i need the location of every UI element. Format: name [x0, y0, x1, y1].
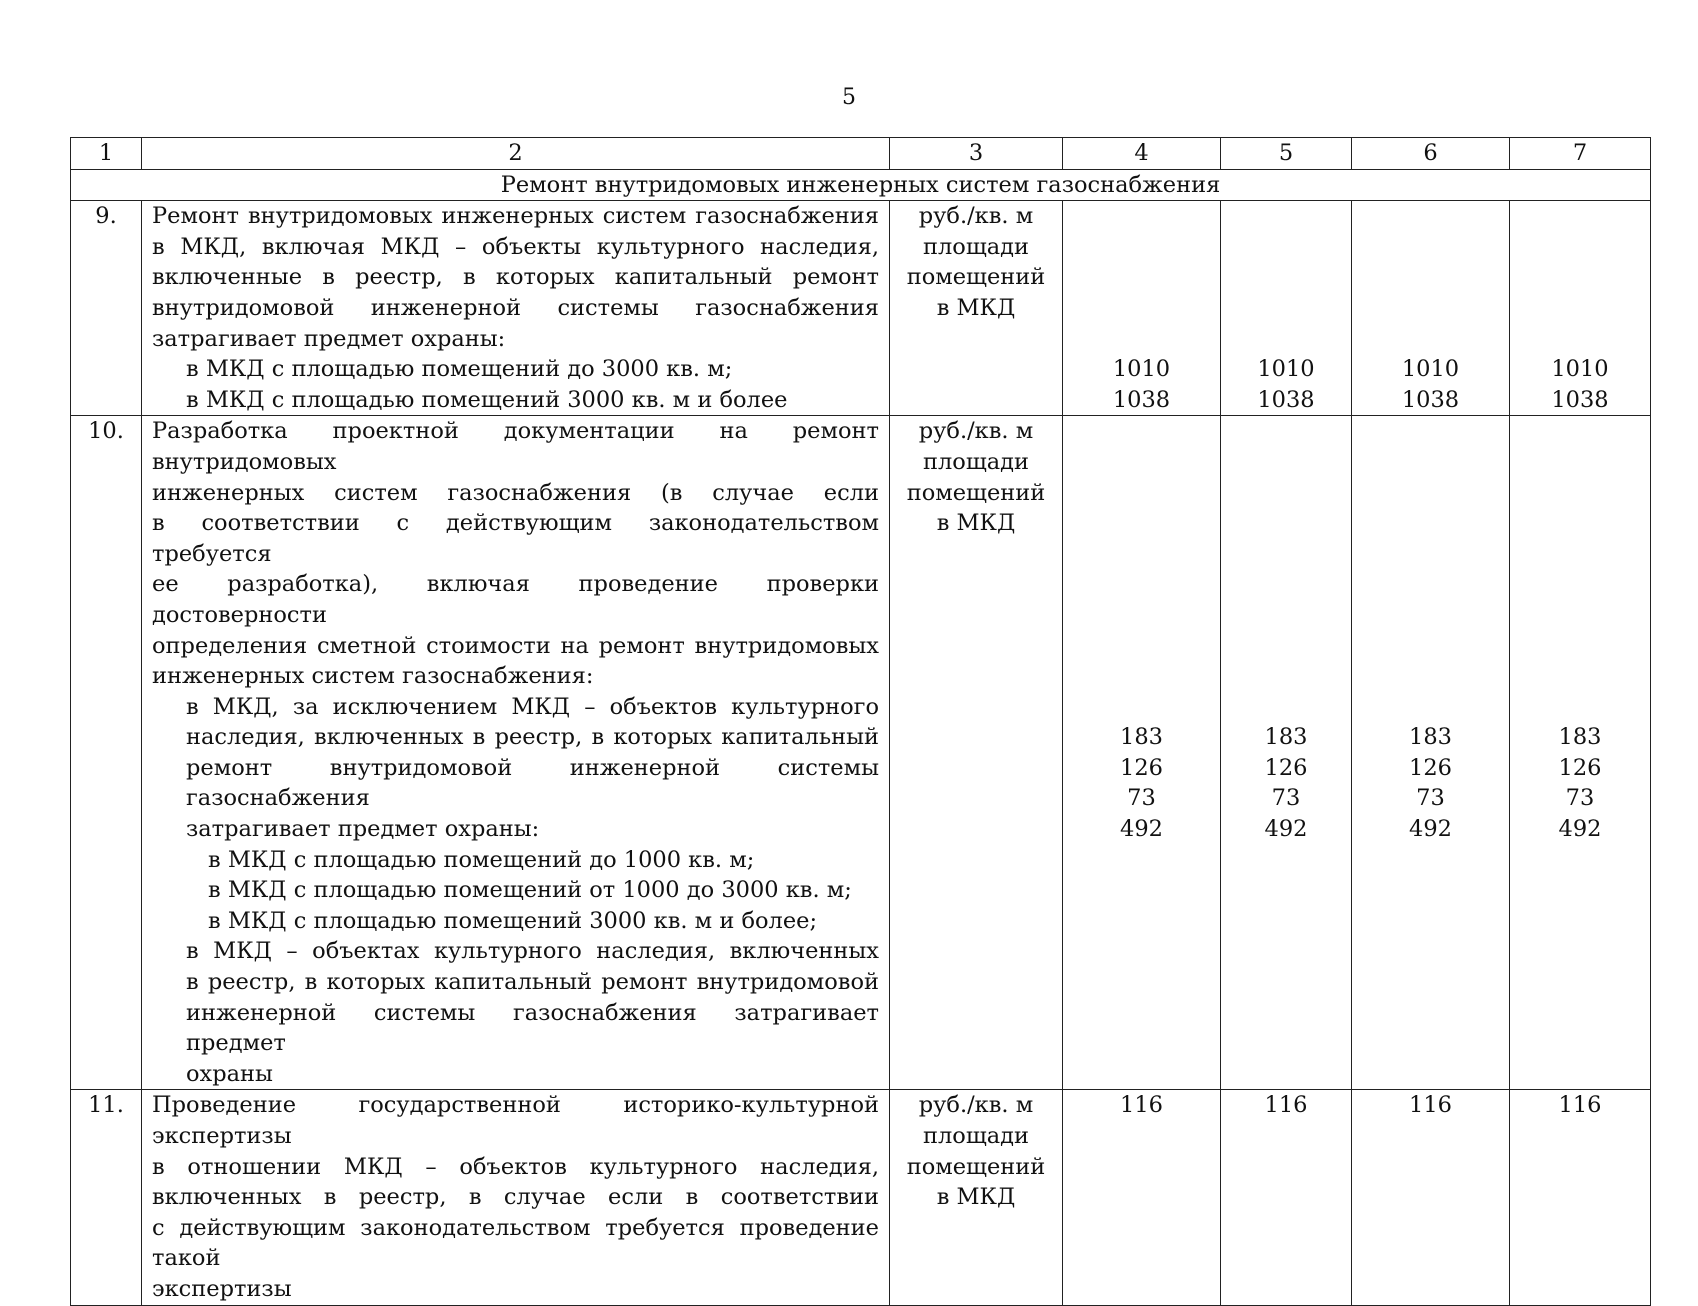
value: 1010 [1112, 356, 1171, 383]
value-cell-col6 [1352, 416, 1510, 1090]
description-line: включенные в реестр, в которых капитальный ремонт [152, 264, 879, 291]
description-line: в соответствии с действующим законодательством требуется [152, 510, 879, 567]
value: 73 [1565, 785, 1595, 812]
row-description [142, 416, 890, 1090]
description-line: включенных в реестр, в случае если в соответствии [152, 1184, 879, 1211]
unit-line: площади [922, 448, 1030, 475]
unit-of-measure [890, 201, 1063, 416]
value-cell-col5 [1221, 201, 1352, 416]
column-number-row [71, 138, 1651, 170]
unit-of-measure [890, 1090, 1063, 1305]
unit-line: помещений [906, 479, 1046, 506]
unit-line: руб./кв. м [918, 1092, 1034, 1119]
description-line: Ремонт внутридомовых инженерных систем газоснабжения [152, 203, 879, 230]
unit-line: руб./кв. м [918, 203, 1034, 230]
column-header: 1 [71, 138, 142, 170]
description-line: экспертизы [152, 1275, 292, 1302]
description-line: затрагивает предмет охраны: [152, 325, 506, 352]
description-line: в отношении МКД – объектов культурного наследия, [152, 1153, 879, 1180]
unit-line: руб./кв. м [918, 418, 1034, 445]
unit-line: в МКД [936, 1184, 1016, 1211]
table-row-11 [71, 1090, 1651, 1305]
description-line: определения сметной стоимости на ремонт внутридомовых [152, 632, 879, 659]
column-header: 4 [1063, 138, 1221, 170]
group-b-line: в реестр, в которых капитальный ремонт внутридомовой [186, 969, 879, 996]
group-a-line: ремонт внутридомовой инженерной системы газоснабжения [186, 754, 879, 812]
column-header: 3 [890, 138, 1063, 170]
value: 126 [1264, 754, 1308, 781]
group-a-line: наследия, включенных в реестр, в которых капитальный [186, 724, 879, 751]
unit-of-measure [890, 416, 1063, 1090]
value: 183 [1120, 724, 1163, 751]
value: 1010 [1401, 356, 1460, 383]
value: 492 [1409, 816, 1452, 843]
group-b-line: охраны [186, 1060, 273, 1087]
sub-item-label: в МКД с площадью помещений 3000 кв. м и более; [208, 907, 818, 934]
value: 116 [1409, 1092, 1452, 1119]
sub-item-label: в МКД с площадью помещений 3000 кв. м и более [186, 386, 788, 413]
value: 492 [1120, 816, 1163, 843]
table-row-9 [71, 201, 1651, 416]
value: 1038 [1112, 386, 1171, 413]
value-cell-col4 [1063, 416, 1221, 1090]
value-cell-col7 [1510, 201, 1651, 416]
page-number: 5 [842, 85, 856, 110]
column-header: 7 [1510, 138, 1651, 170]
description-line: внутридомовой инженерной системы газоснабжения [152, 294, 879, 321]
row-number: 11. [71, 1090, 142, 1305]
row-description [142, 201, 890, 416]
description-line: в МКД, включая МКД – объекты культурного наследия, [152, 233, 879, 260]
value: 183 [1409, 724, 1452, 751]
unit-line: помещений [906, 264, 1046, 291]
column-header: 2 [142, 138, 890, 170]
value-cell-col7 [1510, 416, 1651, 1090]
table-row-10 [71, 416, 1651, 1090]
value: 126 [1409, 754, 1452, 781]
value: 1038 [1257, 386, 1315, 413]
group-a-line: затрагивает предмет охраны: [186, 816, 540, 843]
value-cell-col5 [1221, 1090, 1352, 1305]
value: 116 [1558, 1092, 1602, 1119]
section-title: Ремонт внутридомовых инженерных систем газоснабжения [71, 169, 1651, 201]
row-number: 9. [71, 201, 142, 416]
value: 73 [1416, 785, 1445, 812]
value-cell-col4 [1063, 201, 1221, 416]
value: 126 [1558, 754, 1602, 781]
column-header: 6 [1352, 138, 1510, 170]
description-line: ее разработка), включая проведение проверки достоверности [152, 571, 879, 628]
value: 1010 [1257, 356, 1315, 383]
value-cell-col5 [1221, 416, 1352, 1090]
unit-line: помещений [906, 1153, 1046, 1180]
sub-item-label: в МКД с площадью помещений до 3000 кв. м; [186, 356, 733, 383]
unit-line: в МКД [936, 510, 1016, 537]
section-row [71, 169, 1651, 201]
column-header: 5 [1221, 138, 1352, 170]
value: 116 [1120, 1092, 1163, 1119]
value: 116 [1264, 1092, 1308, 1119]
value: 1010 [1551, 356, 1609, 383]
value: 73 [1271, 785, 1301, 812]
description-line: инженерных систем газоснабжения: [152, 663, 594, 690]
description-line: инженерных систем газоснабжения (в случае если [152, 479, 879, 506]
unit-line: в МКД [936, 294, 1016, 321]
description-line: Проведение государственной историко-культурной экспертизы [152, 1092, 879, 1149]
sub-item-label: в МКД с площадью помещений от 1000 до 3000 кв. м; [208, 877, 852, 904]
description-line: Разработка проектной документации на ремонт внутридомовых [152, 418, 879, 475]
group-a-line: в МКД, за исключением МКД – объектов культурного [186, 693, 879, 720]
value-cell-col7 [1510, 1090, 1651, 1305]
value: 183 [1264, 724, 1308, 751]
unit-line: площади [922, 233, 1030, 260]
value-cell-col6 [1352, 1090, 1510, 1305]
row-description [142, 1090, 890, 1305]
description-line: с действующим законодательством требуется проведение такой [152, 1214, 879, 1272]
rates-table [70, 137, 1651, 1306]
value-cell-col6 [1352, 201, 1510, 416]
value: 1038 [1401, 386, 1460, 413]
value-cell-col4 [1063, 1090, 1221, 1305]
value: 492 [1558, 816, 1602, 843]
value: 183 [1558, 724, 1602, 751]
sub-item-label: в МКД с площадью помещений до 1000 кв. м; [208, 846, 755, 873]
value: 126 [1120, 754, 1163, 781]
value: 73 [1127, 785, 1156, 812]
row-number: 10. [71, 416, 142, 1090]
unit-line: площади [922, 1123, 1030, 1149]
group-b-line: в МКД – объектах культурного наследия, включенных [186, 938, 879, 965]
value: 492 [1264, 816, 1308, 843]
group-b-line: инженерной системы газоснабжения затрагивает предмет [186, 999, 879, 1057]
value: 1038 [1551, 386, 1609, 413]
